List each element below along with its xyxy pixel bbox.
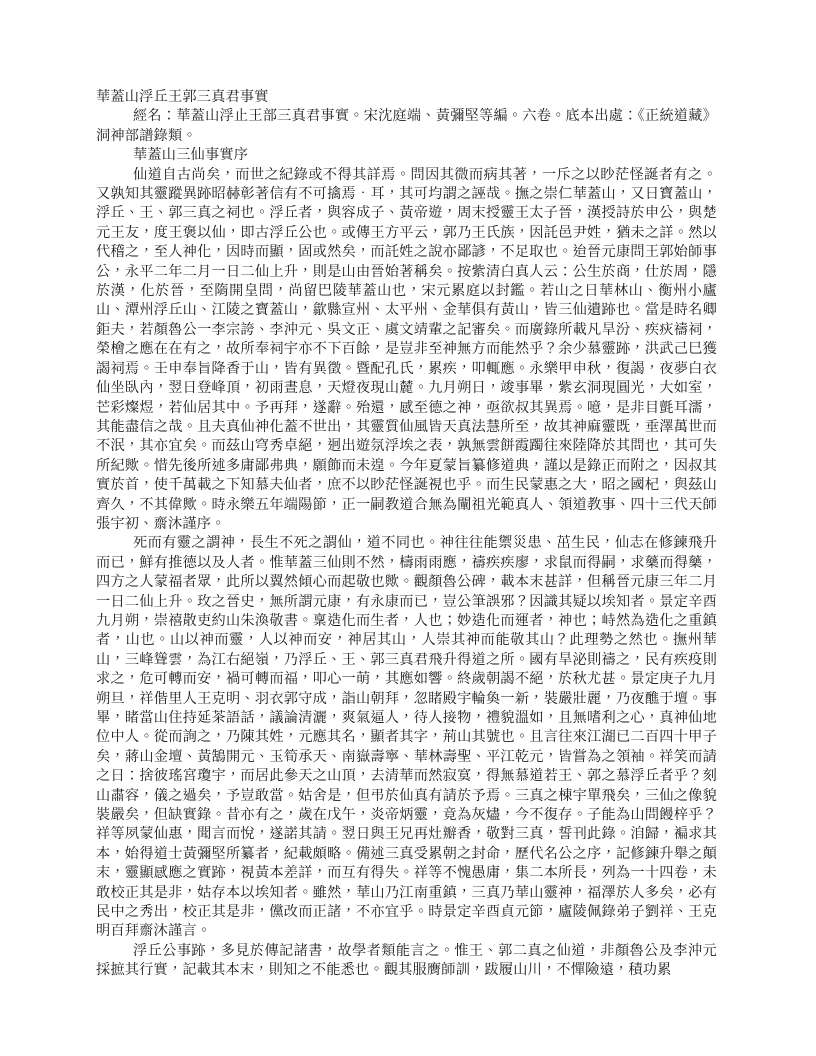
paragraph-preface-2: 死而有靈之謂神，長生不死之謂仙，道不同也。神往往能禦災患、茁生民，仙志在修鍊飛升而已，鮮有推德以及人者。惟華蓋三仙則不然，檮雨雨應，禱疾疾廖，求鼠而得嗣，求藥而得藥，四方之人蒙福者眾，此所以翼然傾心而起敬也歟。觀顏魯公碑，載本末甚詳，但稱晉元康三年二月一日二仙上升。玫之晉史，無所謂元康，有永康而已，豈公筆誤邪？因識其疑以埃知者。景定辛酉九月朔，崇禧散吏約山朱渙敬書。稟造化而生者，人也；妙造化而運者，神也；峙然為造化之重鎮者，山也。山以神而靈，人以神而安，神居其山，人崇其神而能敬其山？此理勢之然也。撫州華山，三峰聳雲，為江右絕嶺，乃浮丘、王、郭三真君飛升得道之所。國有旱泌則禱之，民有疾疫則求之，危可轉而安，禍可轉而福，叩心一萌，其應如響。終歲朝謁不絕，於秋尤甚。景定庚子九月朔旦，祥偕里人王克明、羽衣郭守成，詣山朝拜，忽睹殿宇輪奐一新，裝嚴壯麗，乃夜醮于壇。事畢，睹當山住持延茶語話，議論清灑，爽氣逼人，待人接物，禮貌溫如，且無嗜利之心，真神仙地位中人。從而詢之，乃陳其姓，元應其名，顯者其字，荊山其號也。且言往來江湖已二百四十甲子矣，蔣山金壇、黃鵠開元、玉筍承天、南嶽壽寧、華林壽聖、平江乾元，皆嘗為之領袖。祥笑而請之日：捨彼瑤宮瓊宇，而居此參天之山頂，去清華而然寂寞，得無慕道若王、郭之慕浮丘者乎？刻山肅容，儀之過矣，予豈敢當。姑舍是，但弔於仙真有請於予焉。三真之棟宇單飛矣，三仙之像貌裝嚴矣，但缺實錄。昔亦有之，歲在戊午，炎帝炳靈，竟為灰燼，今不復存。子能為山問饅梓乎？祥等夙蒙仙惠，聞言而悅，遂諾其請。翌日與王兄再灶瓣香，敬對三真，誓刊此錄。洎歸，褊求其本，始得道士黃彌堅所纂者，紀載頗略。備述三真受累朝之封命，歷代名公之序，記修鍊升舉之顛末，靈顯感應之實跡，視黃本差詳，而互有得失。祥等不愧愚庸，集二本所長，列為一十四卷，未敢校正其是非，姑存本以埃知者。雖然，華山乃江南重鎮，三真乃華山靈神，福澤於人多矣，必有民中之秀出，校正其是非，儻改而正諸，不亦宜乎。時景定辛酉貞元節，廬陵佩錄弟子劉祥、王克明百拜齋沐謹言。 — [96, 535, 717, 940]
document-title: 華蓋山浮丘王郭三真君事實 — [96, 89, 269, 105]
paragraph-postscript: 浮丘公事跡，多見於傳記諸書，故學者類能言之。惟王、郭二真之仙道，非顏魯公及李沖元採摭其行實，記載其本末，則知之不能悉也。觀其服膺師訓，跋履山川，不憚險遠，積功累 — [96, 942, 717, 979]
paragraph-preface-1: 仙道自古尚矣，而世之紀錄或不得其詳焉。問因其微而病其著，一斥之以眇茫怪誕者有之。又孰知其靈蹤異跡昭赫彰著信有不可擒焉．耳，其可均謂之誣哉。撫之崇仁華蓋山，又日寶蓋山，浮丘、王、郭三真之祠也。浮丘者，與容成子、黃帝遊，周末授靈王太子晉，漢授詩於申公，與楚元王友，度王褒以仙，即古浮丘公也。或傳王方平云，郭乃王氏族，因託邑尹姓，猶未之詳。然以代稽之，至人神化，因時而顯，固或然矣，而託姓之說亦鄙諺，不足取也。迨晉元康問王郭始師事公，永平二年二月一日二仙上升，則是山由晉始著稱矣。按紫清白真人云：公生於商，仕於周，隱於漢，化於晉，至隋開皇問，尚留巴陵華蓋山也，宋元累庭以封鑑。若山之日華林山、衡州小廬山、潭州浮丘山、江陵之寶蓋山，歙縣宣州、太平州、金華俱有黃山，皆三仙遺跡也。當是時名卿鉅夫，若顏魯公一李宗誇、李沖元、吳文正、虞文靖輩之記審矣。而廣錄所載凡旱汾、疾疢禱祠，榮檜之應在在有之，故所奉祠宇亦不下百餘，是豈非至神無方而能然乎？余少慕靈跡，洪武己巳獲謁祠焉。壬申奉旨降香于山，皆有異徵。暨配孔氏，累疾，叩輒應。永樂甲申秋，復謁，夜夢白衣仙坐臥內，翌日登峰頂，初雨晝息，天燈夜現山麓。九月朔日，竣事畢，紫玄洞現圓光，大如室，芒彩燦煜，若仙居其中。予再拜，遂辭。殆還，感至德之神，亟欲叔其異焉。噫，是非目氈耳濡，其能盡信之哉。且夫真仙神化蓋不世出，其靈質仙風皆天真法慧所至，故其神麻靈既，垂澤萬世而不泯，其亦宜矣。而茲山穹秀卓絕，迥出遊氛浮埃之表，孰無雲餅霞躅往來陸降於其問也，其可失所紀歟。惜先後所述多庸鄙弗典，願飾而未遑。今年夏蒙旨纂修道典，謹以是錄正而附之，因叔其實於首，使千萬載之下知慕夫仙者，庶不以眇茫怪誕視也乎。而生民蒙惠之大，昭之國杞，與茲山齊久，不其偉歟。時永樂五年端陽節，正一嗣教道合無為闡祖光範真人、領道教事、四十三代天師張宇初、齋沐謹序。 — [96, 166, 717, 532]
paragraph-jing-ming: 經名：華蓋山浮止王部三真君事實。宋沈庭端、黃彌堅等編。六卷。底本出處：《正統道藏》洞神部譜錄類。 — [96, 108, 717, 144]
paragraph-preface-heading: 華蓋山三仙事實序 — [133, 147, 249, 164]
document-content — [96, 88, 717, 981]
